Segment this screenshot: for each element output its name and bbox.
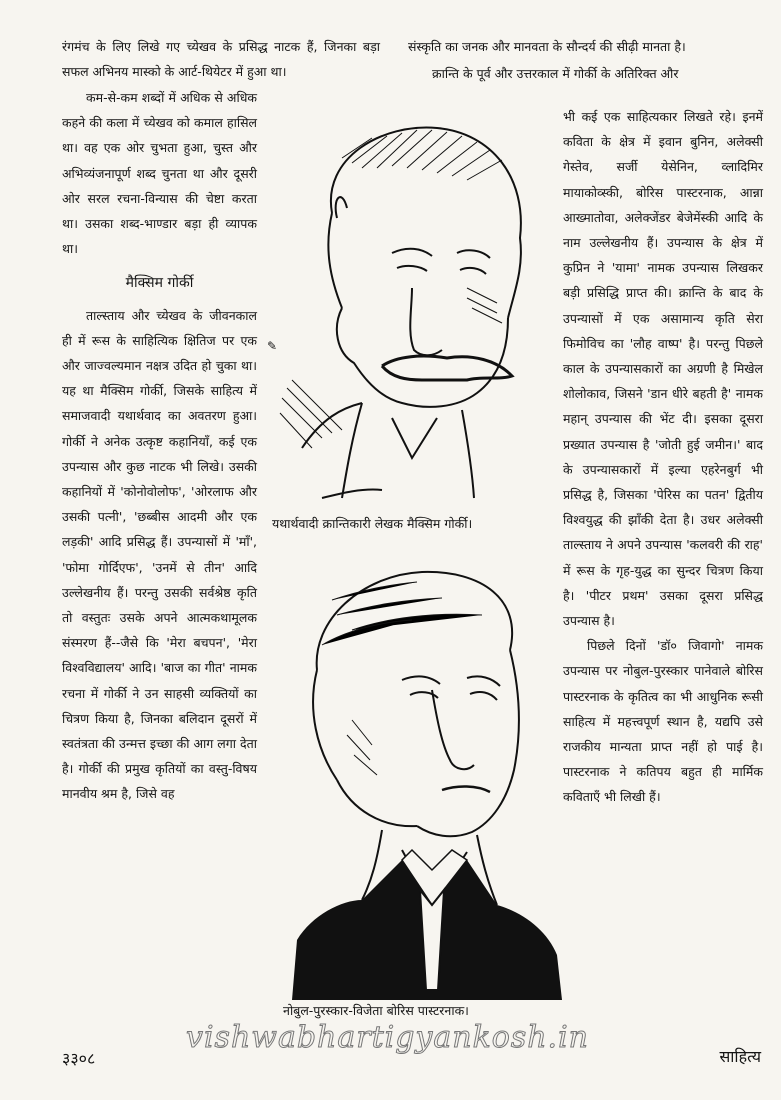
column-2-top <box>408 34 736 86</box>
paragraph: कम-से-कम शब्दों में अधिक से अधिक कहने की कला में च्येखव को कमाल हासिल था। वह एक ओर चुभता हुआ, चुस्त और अभिव्यंजनापूर्ण शब्द चुनता था और दूसरी ओर सरल रचना-विन्यास की चेष्टा करता था। उसका शब्द-भाण्डार बड़ा ही व्यापक था। <box>62 90 257 257</box>
paragraph: क्रान्ति के पूर्व और उत्तरकाल में गोर्की के अतिरिक्त और <box>432 66 679 82</box>
column-1-para-2 <box>62 85 257 807</box>
column-3 <box>563 104 763 810</box>
watermark: vishwabhartigyankosh.in <box>186 1020 589 1055</box>
column-1-top <box>62 34 380 84</box>
paragraph: भी कई एक साहित्यकार लिखते रहे। इनमें कविता के क्षेत्र में इवान बुनिन, अलेक्सी गेस्तेव, सर्जी येसेनिन, व्लादिमिर मायाकोव्स्की, बोरिस पास्टरनाक, आन्ना आख्मातोवा, अलेक्जेंडर बेजेमेंस्की आदि के नाम उल्लेखनीय हैं। उपन्यास के क्षेत्र में कुप्रिन ने 'यामा' नामक उपन्यास लिखकर बड़ी प्रसिद्धि प्राप्त की। क्रान्ति के बाद के उपन्यासों में एक असामान्य कृति सेरा फिमोविच का 'लौह वाष्प' है। परन्तु पिछले काल के उपन्यासकारों का अग्रणी है मिखेल शोलोकाव, जिसने 'डान धीरे बहती है' नामक महान् उपन्यास की भेंट दी। इसका दूसरा प्रख्यात उपन्यास है 'जोती हुई जमीन।' बाद के उपन्यासकारों में इल्या एहरेनबुर्ग भी प्रसिद्ध है, जिसका 'पेरिस का पतन' द्वितीय विश्वयुद्ध की झाँकी देता है। उधर अलेक्सी ताल्स्ताय ने अपने उपन्यास 'कलवरी की राह' में रूस के गृह-युद्ध का सुन्दर चित्रण किया है। 'पीटर प्रथम' उसका दूसरा प्रसिद्ध उपन्यास है। <box>563 109 763 629</box>
paragraph: ताल्स्ताय और च्येखव के जीवनकाल ही में रूस के साहित्यिक क्षितिज पर एक और जाज्वल्यमान नक्षत्र उदित हो चुका था। यह था मैक्सिम गोर्की, जिसके साहित्य में समाजवादी यथार्थवाद का अवतरण हुआ। गोर्की ने अनेक उत्कृष्ट कहानियाँ, कई एक उपन्यास और कुछ नाटक भी लिखे। उसकी कहानियों में 'कोनोवोलोफ', 'ओरलाफ और उसकी पत्नी', 'छब्बीस आदमी और एक लड़की' आदि प्रसिद्ध हैं। उपन्यासों में 'माँ', 'फोमा गोर्दिएफ', 'उनमें से तीन' आदि उल्लेखनीय हैं। परन्तु उसकी सर्वश्रेष्ठ कृति तो वस्तुतः उसके अपने आत्मकथामूलक संस्मरण हैं--जैसे कि 'मेरा बचपन', 'मेरा विश्वविद्यालय' आदि। 'बाज का गीत' नामक रचना में गोर्की ने उन साहसी व्यक्तियों का चित्रण किया है, जिनका बलिदान दूसरों में स्वतंत्रता की उन्मत्त इच्छा की आग लगा देता है। गोर्की की प्रमुख कृतियों का वस्तु-विषय मानवीय श्रम है, जिसे वह <box>62 307 257 802</box>
section-heading: मैक्सिम गोर्की <box>125 275 194 292</box>
figure-caption-gorky: यथार्थवादी क्रान्तिकारी लेखक मैक्सिम गोर्की। <box>272 516 473 531</box>
paragraph: रंगमंच के लिए लिखे गए च्येखव के प्रसिद्ध नाटक हैं, जिनका बड़ा सफल अभिनय मास्को के आर्ट-थियेटर में हुआ था। <box>62 39 380 80</box>
paragraph: संस्कृति का जनक और मानवता के सौन्दर्य की सीढ़ी मानता है। <box>408 39 686 54</box>
figure-caption-pasternak: नोबुल-पुरस्कार-विजेता बोरिस पास्टरनाक। <box>283 1003 469 1018</box>
page-number: ३३०८ <box>62 1049 96 1068</box>
pasternak-portrait-illustration <box>292 560 562 1000</box>
svg-text:✎: ✎ <box>267 339 278 353</box>
running-footer: साहित्य <box>719 1047 761 1066</box>
paragraph: पिछले दिनों 'डॉ० जिवागो' नामक उपन्यास पर नोबुल-पुरस्कार पानेवाले बोरिस पास्टरनाक के कृतित्व का भी आधुनिक रूसी साहित्य में महत्त्वपूर्ण स्थान है, यद्यपि उसे राजकीय मान्यता प्राप्त नहीं हो पाई है। पास्टरनाक ने कतिपय बहुत ही मार्मिक कविताएँ भी लिखी हैं। <box>563 638 763 805</box>
gorky-portrait-illustration <box>262 118 534 508</box>
